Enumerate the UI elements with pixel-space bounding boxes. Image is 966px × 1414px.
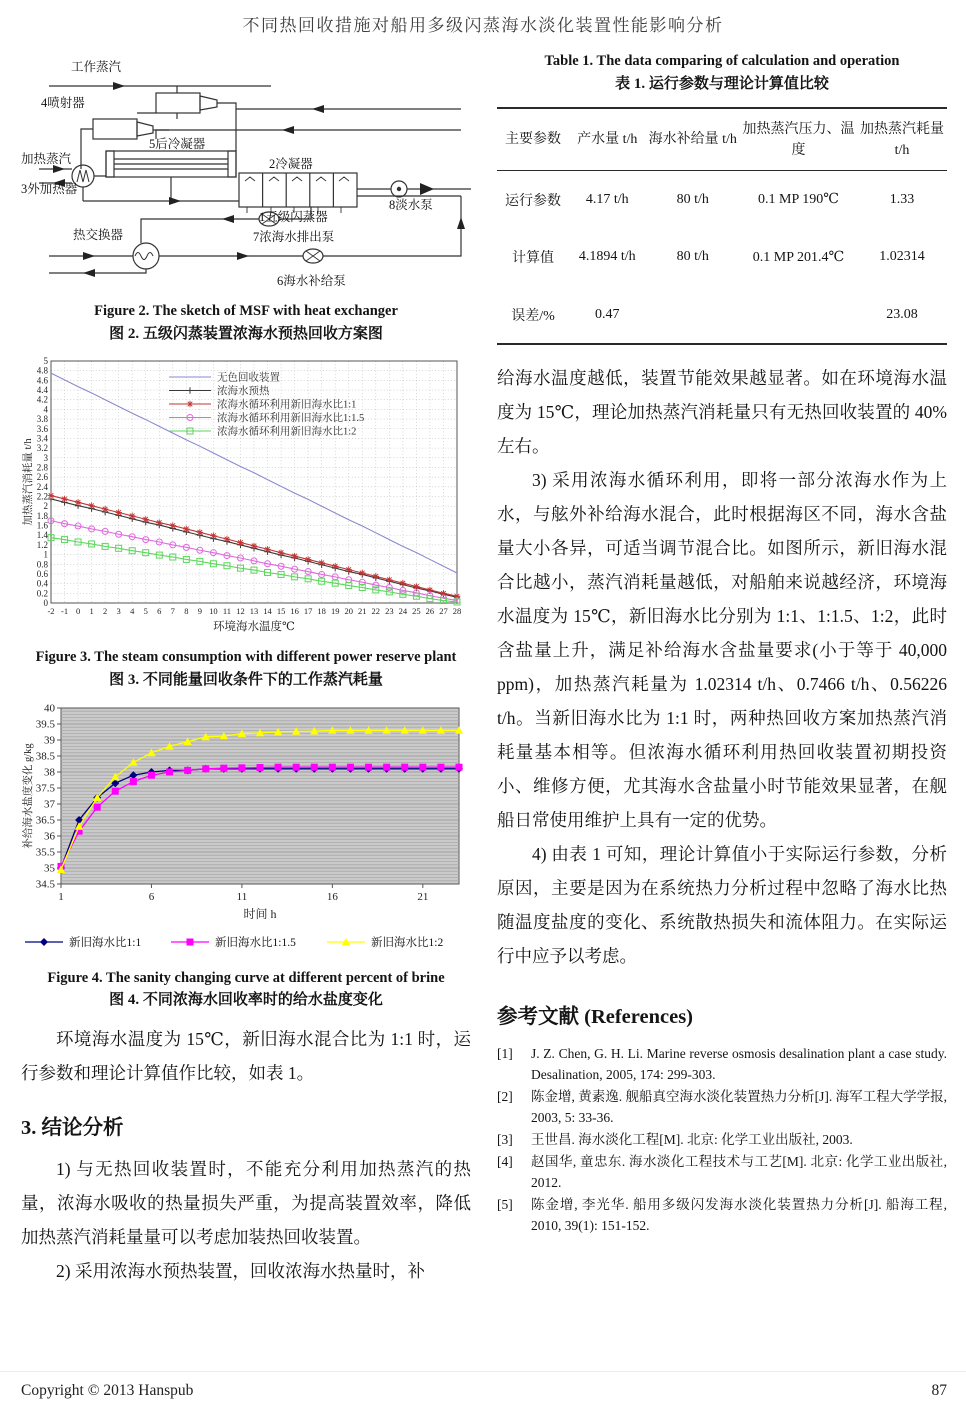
svg-text:7: 7 bbox=[170, 606, 175, 617]
svg-text:23: 23 bbox=[385, 606, 394, 617]
svg-text:37: 37 bbox=[44, 798, 55, 810]
svg-text:5: 5 bbox=[43, 356, 48, 367]
svg-text:加热蒸汽消耗量 t/h: 加热蒸汽消耗量 t/h bbox=[23, 438, 34, 526]
reference-text: 陈金增, 李光华. 船用多级闪发海水淡化装置热力分析[J]. 船海工程, 2010, 39(1): 151-152. bbox=[531, 1197, 947, 1234]
svg-text:1: 1 bbox=[89, 606, 94, 617]
label-seawater-supply-pump: 6海水补给泵 bbox=[277, 274, 346, 288]
table1-header-cell: 主要参数 bbox=[505, 132, 561, 147]
reference-item bbox=[497, 1086, 947, 1128]
svg-text:28: 28 bbox=[452, 606, 462, 617]
svg-text:浓海水循环利用新旧海水比1:1: 浓海水循环利用新旧海水比1:1 bbox=[217, 399, 357, 411]
svg-text:1.8: 1.8 bbox=[36, 511, 48, 522]
reference-item bbox=[497, 1129, 947, 1150]
references-heading-en: (References) bbox=[579, 1006, 694, 1029]
label-heating-steam: 加热蒸汽 bbox=[21, 152, 72, 166]
figure2-diagram bbox=[21, 51, 471, 297]
svg-text:浓海水循环利用新旧海水比1:1.5: 浓海水循环利用新旧海水比1:1.5 bbox=[217, 413, 365, 425]
reference-number: [4] bbox=[497, 1154, 513, 1170]
figure4-caption-en: Figure 4. The sanity changing curve at different percent of brine bbox=[47, 969, 445, 986]
figure4-chart bbox=[21, 702, 471, 964]
table-cell: 4.17 t/h bbox=[585, 191, 629, 207]
svg-text:4.6: 4.6 bbox=[36, 375, 48, 386]
svg-text:11: 11 bbox=[222, 606, 232, 617]
label-brine-discharge-pump: 7浓海水排出泵 bbox=[253, 230, 335, 244]
seawater-supply-pump-icon bbox=[303, 249, 323, 263]
svg-text:20: 20 bbox=[344, 606, 353, 617]
footer-page-number: 87 bbox=[931, 1382, 947, 1399]
paragraph-3: 4) 由表 1 可知，理论计算值小于实际运行参数，分析原因，主要是因为在系统热力分析过程中忽略了海水比热随温度盐度的变化、系统散热损失和流体阻力。在实际运行中应予以考虑。 bbox=[497, 844, 947, 967]
svg-text:6: 6 bbox=[148, 890, 155, 903]
svg-text:38.5: 38.5 bbox=[35, 750, 55, 762]
svg-text:6: 6 bbox=[157, 606, 162, 617]
figure3-caption bbox=[24, 647, 468, 691]
reference-number: [5] bbox=[497, 1197, 513, 1213]
heat-exchanger-icon bbox=[133, 243, 159, 269]
svg-text:26: 26 bbox=[425, 606, 435, 617]
svg-text:22: 22 bbox=[371, 606, 381, 617]
svg-text:0.6: 0.6 bbox=[36, 569, 48, 580]
label-ejector: 4喷射器 bbox=[41, 96, 85, 110]
svg-text:19: 19 bbox=[330, 606, 340, 617]
table1-body bbox=[497, 170, 947, 344]
svg-text:补给海水盐度变化 g/kg: 补给海水盐度变化 g/kg bbox=[23, 742, 34, 849]
label-working-steam: 工作蒸汽 bbox=[71, 60, 122, 74]
svg-text:34.5: 34.5 bbox=[35, 878, 55, 890]
table-cell: 运行参数 bbox=[505, 193, 561, 209]
table1-caption-en: Table 1. The data comparing of calculation and operation bbox=[544, 53, 900, 69]
table-cell: 23.08 bbox=[886, 306, 918, 322]
reference-item bbox=[497, 1151, 947, 1193]
page-footer bbox=[21, 1382, 947, 1400]
reference-item bbox=[497, 1043, 947, 1085]
table-row bbox=[497, 228, 947, 286]
svg-text:24: 24 bbox=[398, 606, 408, 617]
table-cell: 4.1894 t/h bbox=[578, 249, 636, 265]
svg-text:1.6: 1.6 bbox=[36, 520, 48, 531]
table1-caption-cn: 表 1. 运行参数与理论计算值比较 bbox=[615, 75, 829, 92]
figure3-caption-cn: 图 3. 不同能量回收条件下的工作蒸汽耗量 bbox=[109, 672, 383, 688]
svg-text:新旧海水比1:2: 新旧海水比1:2 bbox=[371, 936, 444, 949]
svg-text:16: 16 bbox=[326, 890, 338, 903]
svg-text:新旧海水比1:1.5: 新旧海水比1:1.5 bbox=[215, 936, 296, 949]
table-cell: 1.02314 bbox=[879, 249, 925, 265]
table-row bbox=[497, 170, 947, 228]
svg-text:3: 3 bbox=[116, 606, 121, 617]
svg-text:2.6: 2.6 bbox=[36, 472, 48, 483]
svg-text:0: 0 bbox=[43, 598, 48, 609]
svg-text:3: 3 bbox=[43, 453, 48, 464]
right-column bbox=[497, 51, 947, 1288]
freshwater-pump-icon bbox=[391, 181, 407, 197]
svg-text:25: 25 bbox=[412, 606, 421, 617]
svg-text:浓海水预热: 浓海水预热 bbox=[217, 386, 270, 398]
svg-text:35.5: 35.5 bbox=[35, 846, 55, 858]
reference-number: [3] bbox=[497, 1132, 513, 1148]
svg-text:13: 13 bbox=[249, 606, 259, 617]
svg-text:21: 21 bbox=[358, 606, 367, 617]
reference-text: 王世昌. 海水淡化工程[M]. 北京: 化学工业出版社, 2003. bbox=[531, 1132, 853, 1148]
svg-text:0.8: 0.8 bbox=[36, 559, 48, 570]
svg-text:1: 1 bbox=[43, 549, 48, 560]
svg-text:5: 5 bbox=[143, 606, 148, 617]
reference-text: 陈金增, 黄素逸. 舰船真空海水淡化装置热力分析[J]. 海军工程大学学报, 2003, 5: 33-36. bbox=[531, 1089, 947, 1126]
label-freshwater-pump: 8淡水泵 bbox=[389, 198, 433, 212]
label-after-condenser: 5后冷凝器 bbox=[149, 137, 206, 151]
svg-text:17: 17 bbox=[303, 606, 313, 617]
footer-rule bbox=[0, 1371, 966, 1372]
page-columns bbox=[0, 36, 966, 1288]
table-cell: 80 t/h bbox=[676, 191, 709, 207]
label-flash-evaporator: 1五级闪蒸器 bbox=[259, 210, 328, 224]
svg-text:4.8: 4.8 bbox=[36, 365, 48, 376]
svg-text:2.8: 2.8 bbox=[36, 462, 48, 473]
svg-text:0.4: 0.4 bbox=[36, 578, 48, 589]
svg-text:2: 2 bbox=[103, 606, 108, 617]
table-cell: 0.1 MP 190℃ bbox=[758, 192, 839, 207]
reference-item bbox=[497, 1194, 947, 1236]
svg-text:1.2: 1.2 bbox=[36, 540, 48, 551]
left-column bbox=[21, 51, 471, 1288]
svg-text:3.8: 3.8 bbox=[36, 414, 48, 425]
svg-text:16: 16 bbox=[290, 606, 299, 617]
reference-number: [1] bbox=[497, 1046, 513, 1062]
figure4-caption-cn: 图 4. 不同浓海水回收率时的给水盐度变化 bbox=[109, 992, 383, 1009]
figure3-chart bbox=[21, 355, 471, 643]
table1-caption bbox=[497, 51, 947, 95]
conclusion-item-1: 1) 与无热回收装置时，不能充分利用加热蒸汽的热量，浓海水吸收的热量损失严重，为提高装置效率，降低加热蒸汽消耗量量可以考虑加装热回收装置。 bbox=[21, 1158, 471, 1247]
svg-text:39: 39 bbox=[44, 734, 55, 746]
paragraph-2: 3) 采用浓海水循环利用，即将一部分浓海水作为上水，与舷外补给海水混合，此时根据海区不同，海水含盐量大小各异，可适当调节混合比。如图所示，新旧海水混合比越小，蒸汽消耗量越低，对船舶来说越经济，环境海水温度为 15℃，新旧海水比分别为 1:1、1:1.5、1:2，此时含盐量上升，满足补给海水含盐量要求(小于等于 40,000 ppm)，加热蒸汽耗量为 1.02314 t/h、0.7466 t/h、0.56226 t/h。当新旧海水比为 1:1 时，两种热回收方案加热蒸汽消耗量基本相等。但浓海水循环利用热回收装置初期投资小、维修方便，尤其海水含盐量小时节能效果显著，在舰船日常使用维护上具有一定的优势。 bbox=[497, 470, 947, 831]
svg-text:11: 11 bbox=[236, 890, 248, 903]
table-cell bbox=[646, 286, 741, 344]
svg-text:无色回收装置: 无色回收装置 bbox=[217, 372, 280, 384]
svg-text:4: 4 bbox=[43, 404, 48, 415]
flash-evaporator-icon bbox=[239, 173, 357, 213]
figure2-caption-en: Figure 2. The sketch of MSF with heat exchanger bbox=[94, 303, 398, 319]
svg-text:12: 12 bbox=[236, 606, 245, 617]
svg-text:35: 35 bbox=[44, 862, 55, 874]
table-cell: 0.47 bbox=[595, 306, 620, 322]
svg-text:新旧海水比1:1: 新旧海水比1:1 bbox=[69, 936, 142, 949]
svg-text:9: 9 bbox=[197, 606, 202, 617]
table-cell: 1.33 bbox=[889, 191, 915, 207]
svg-text:4.4: 4.4 bbox=[36, 385, 48, 396]
svg-text:0.2: 0.2 bbox=[36, 588, 48, 599]
references-heading-cn: 参考文献 bbox=[497, 1006, 579, 1029]
paragraph-1: 给海水温度越低，装置节能效果越显著。如在环境海水温度为 15℃，理论加热蒸汽消耗量只有无热回收装置的 40%左右。 bbox=[497, 368, 947, 457]
conclusion-item-2: 2) 采用浓海水预热装置，回收浓海水热量时，补 bbox=[56, 1260, 425, 1281]
svg-text:3.4: 3.4 bbox=[36, 433, 48, 444]
svg-text:-1: -1 bbox=[60, 606, 69, 617]
svg-text:4.2: 4.2 bbox=[36, 394, 48, 405]
figure4-caption bbox=[24, 968, 468, 1012]
svg-text:浓海水循环利用新旧海水比1:2: 浓海水循环利用新旧海水比1:2 bbox=[217, 426, 357, 438]
reference-text: 赵国华, 童忠东. 海水淡化工程技术与工艺[M]. 北京: 化学工业出版社, 2012. bbox=[531, 1154, 947, 1191]
table1 bbox=[497, 107, 947, 345]
svg-text:36: 36 bbox=[44, 830, 55, 842]
reference-number: [2] bbox=[497, 1089, 513, 1105]
svg-text:3.2: 3.2 bbox=[36, 443, 48, 454]
svg-text:环境海水温度℃: 环境海水温度℃ bbox=[213, 621, 295, 634]
svg-text:1.4: 1.4 bbox=[36, 530, 48, 541]
references-heading bbox=[497, 999, 947, 1029]
svg-text:8: 8 bbox=[184, 606, 189, 617]
svg-text:2.2: 2.2 bbox=[36, 491, 48, 502]
footer-copyright: Copyright © 2013 Hanspub bbox=[21, 1382, 194, 1399]
table1-header-cell: 产水量 t/h bbox=[577, 132, 638, 147]
svg-text:40: 40 bbox=[44, 702, 55, 714]
svg-text:39.5: 39.5 bbox=[35, 718, 55, 730]
table1-header-cell: 加热蒸汽耗量 t/h bbox=[860, 121, 944, 158]
table-cell bbox=[740, 286, 857, 344]
svg-text:21: 21 bbox=[417, 890, 429, 903]
table1-header-cell: 海水补给量 t/h bbox=[648, 132, 737, 147]
svg-text:2: 2 bbox=[43, 501, 48, 512]
table1-header-row bbox=[497, 108, 947, 170]
label-external-heater: 3外加热器 bbox=[21, 182, 78, 196]
svg-text:36.5: 36.5 bbox=[35, 814, 55, 826]
svg-text:38: 38 bbox=[44, 766, 55, 778]
svg-text:18: 18 bbox=[317, 606, 326, 617]
figure2-caption bbox=[24, 301, 468, 345]
svg-text:10: 10 bbox=[209, 606, 218, 617]
svg-text:3.6: 3.6 bbox=[36, 424, 48, 435]
svg-text:15: 15 bbox=[276, 606, 286, 617]
svg-text:4: 4 bbox=[130, 606, 135, 617]
page-title: 不同热回收措施对船用多级闪蒸海水淡化装置性能影响分析 bbox=[242, 16, 724, 35]
after-condenser-icon bbox=[106, 151, 236, 177]
table1-header-cell: 加热蒸汽压力、温度 bbox=[742, 121, 855, 158]
svg-text:2.4: 2.4 bbox=[36, 482, 48, 493]
references-list bbox=[497, 1043, 947, 1236]
table-cell: 80 t/h bbox=[676, 249, 709, 265]
table-cell: 0.1 MP 201.4℃ bbox=[752, 249, 845, 265]
svg-text:37.5: 37.5 bbox=[35, 782, 55, 794]
figure3-caption-en: Figure 3. The steam consumption with different power reserve plant bbox=[35, 649, 457, 666]
label-condenser: 2冷凝器 bbox=[269, 157, 313, 171]
reference-text: J. Z. Chen, G. H. Li. Marine reverse osmosis desalination plant a case study. Desalination, 2005, 174: 299-303. bbox=[531, 1046, 947, 1083]
table-row bbox=[497, 286, 947, 344]
paragraph-compare: 环境海水温度为 15℃，新旧海水混合比为 1:1 时，运行参数和理论计算值作比较，如表 1。 bbox=[21, 1028, 471, 1083]
figure2-caption-cn: 图 2. 五级闪蒸装置浓海水预热回收方案图 bbox=[109, 325, 383, 342]
svg-text:27: 27 bbox=[439, 606, 448, 617]
svg-text:时间 h: 时间 h bbox=[243, 906, 277, 921]
table-cell: 计算值 bbox=[512, 251, 554, 267]
table-cell: 误差/% bbox=[511, 308, 555, 324]
label-heat-exchanger: 热交换器 bbox=[73, 228, 124, 242]
svg-text:-2: -2 bbox=[47, 606, 55, 617]
svg-text:0: 0 bbox=[75, 606, 81, 617]
section-heading-conclusion: 3. 结论分析 bbox=[21, 1116, 124, 1139]
svg-text:1: 1 bbox=[58, 890, 64, 903]
svg-text:14: 14 bbox=[263, 606, 272, 617]
